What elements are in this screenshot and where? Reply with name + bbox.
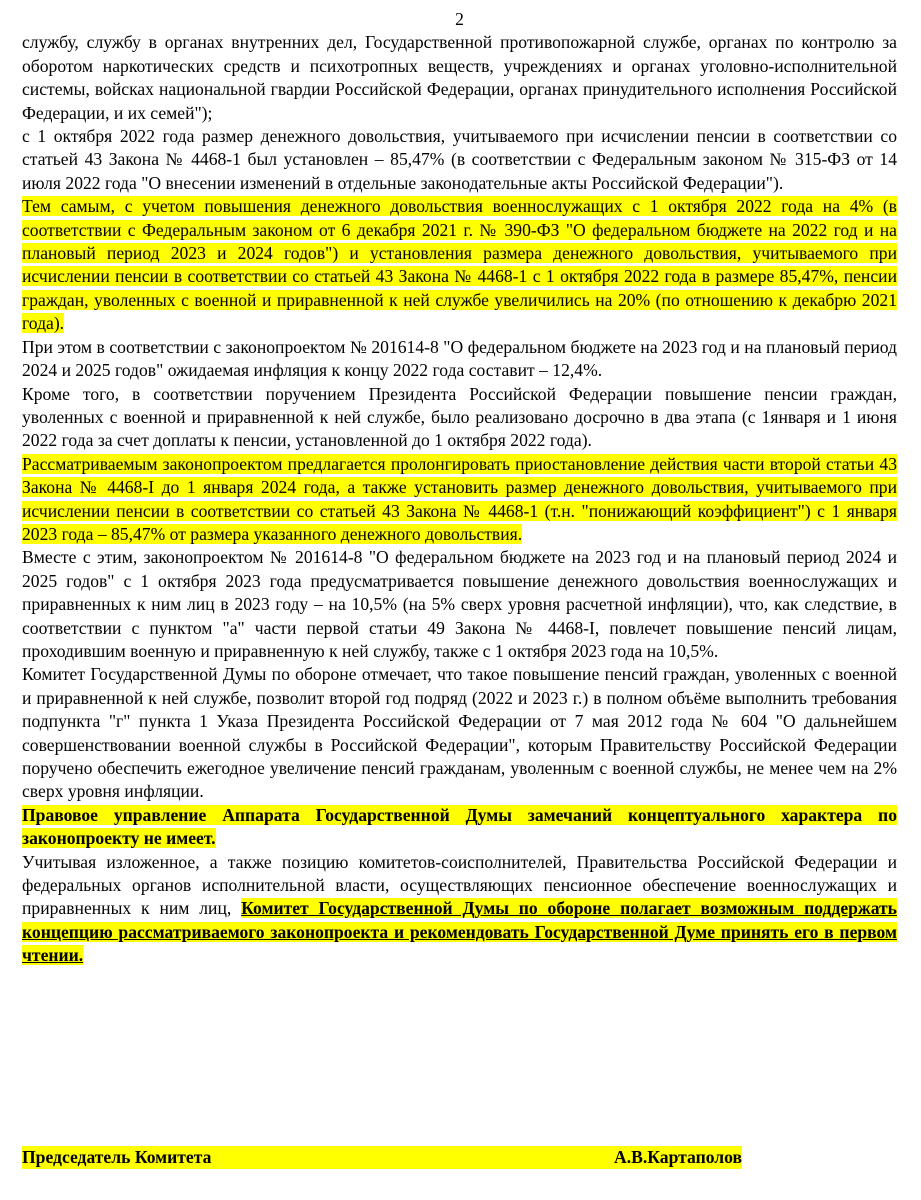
paragraph-9-legal-department [22, 804, 897, 851]
page-number: 2 [455, 9, 464, 29]
paragraph-6-highlighted [22, 453, 897, 547]
paragraph-10-conclusion [22, 851, 897, 968]
conclusion-plain-text: Учитывая изложенное, а также позицию комитетов-соисполнителей, Правительства Российской Федерации и федеральных органов исполнительной власти, осуществляющих пенсионное обеспечение военнослужащих и приравненных к ним лиц, [22, 851, 897, 919]
highlight-bold-text: Правовое управление Аппарата Государственной Думы замечаний концептуального характера по законопроекту не имеет. [22, 804, 897, 849]
highlight-text: Тем самым, с учетом повышения денежного довольствия военнослужащих с 1 октября 2022 года на 4% (в соответствии с Федеральным законом от 6 декабря 2021 г. № 390-ФЗ "О федеральном бюджете на 2022 год и на плановый период 2023 и 2024 годов") и установления размера денежного довольствия, учитываемого при исчислении пенсии в соответствии со статьей 43 Закона № 4468-1 с 1 октября 2022 года в размере 85,47%, пенсии граждан, уволенных с военной и приравненной к ней службе увеличились на 20% (по отношению к декабрю 2021 года). [22, 196, 897, 334]
conclusion-recommendation: Комитет Государственной Думы по обороне полагает возможным поддержать концепцию рассматриваемого законопроекта и рекомендовать Государственной Думе принять его в первом чтении. [22, 898, 897, 966]
paragraph-3-highlighted [22, 195, 897, 335]
signature-block [22, 1146, 742, 1169]
paragraph-8: Комитет Государственной Думы по обороне отмечает, что такое повышение пенсий граждан, уволенных с военной и приравненной к ней службе, позволит второй год подряд (2022 и 2023 г.) в полном объёме выполнить требования подпункта "г" пункта 1 Указа Президента Российской Федерации от 7 мая 2012 года № 604 "О дальнейшем совершенствовании военной службы в Российской Федерации", которым Правительству Российской Федерации поручено обеспечить ежегодное увеличение пенсий гражданам, уволенным с военной службы, не менее чем на 2% сверх уровня инфляции. [22, 664, 897, 802]
paragraph-5: Кроме того, в соответствии поручением Президента Российской Федерации повышение пенсии граждан, уволенных с военной и приравненной к ней службе, было реализовано досрочно в два этапа (с 1января и 1 июня 2022 года за счет доплаты к пенсии, установленной до 1 октября 2022 года). [22, 383, 897, 451]
paragraph-1: службу, службу в органах внутренних дел, Государственной противопожарной службе, органах по контролю за оборотом наркотических средств и психотропных веществ, учреждениях и органах уголовно-исполнительной системы, войсках национальной гвардии Российской Федерации, органах принудительного исполнения Российской Федерации, и их семей"); [22, 32, 897, 123]
signature-name: А.В.Картаполов [614, 1147, 742, 1167]
paragraph-4: При этом в соответствии с законопроектом № 201614-8 "О федеральном бюджете на 2023 год и на плановый период 2024 и 2025 годов" ожидаемая инфляция к концу 2022 года составит – 12,4%. [22, 336, 897, 381]
highlight-text: Рассматриваемым законопроектом предлагается пролонгировать приостановление действия части второй статьи 43 Закона № 4468-I до 1 января 2024 года, а также установить размер денежного довольствия, учитываемого при исчислении пенсии в соответствии со статьей 43 Закона № 4468-1 (т.н. "понижающий коэффициент") с 1 января 2023 года – 85,47% от размера указанного денежного довольствия. [22, 453, 897, 544]
paragraph-7: Вместе с этим, законопроектом № 201614-8 "О федеральном бюджете на 2023 год и на плановый период 2024 и 2025 годов" с 1 октября 2023 года предусматривается повышение денежного довольствия военнослужащих и приравненных к ним лиц в 2023 году – на 10,5% (на 5% сверх уровня расчетной инфляции), что, как следствие, в соответствии с пунктом "а" части первой статьи 49 Закона № 4468-I, повлечет повышение пенсий лицам, проходившим военную и приравненную к ней службу, также с 1 октября 2023 года на 10,5%. [22, 547, 897, 661]
paragraph-2: с 1 октября 2022 года размер денежного довольствия, учитываемого при исчислении пенсии в соответствии со статьей 43 Закона № 4468-1 был установлен – 85,47% (в соответствии с Федеральным законом № 315-ФЗ от 14 июля 2022 года "О внесении изменений в отдельные законодательные акты Российской Федерации"). [22, 126, 897, 193]
document-page [22, 8, 897, 968]
signature-title: Председатель Комитета [22, 1147, 212, 1167]
